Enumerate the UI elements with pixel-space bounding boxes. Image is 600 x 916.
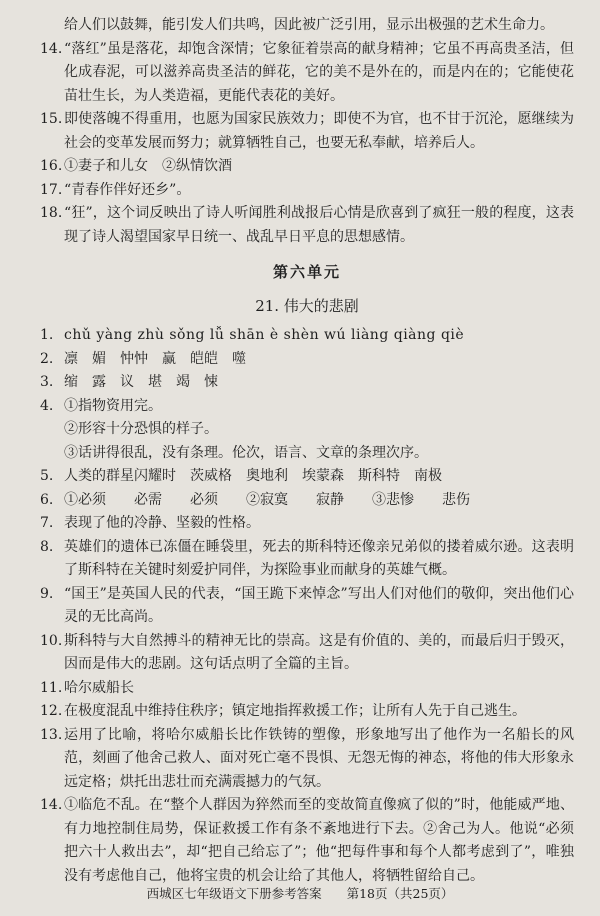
item-text: 在极度混乱中维持住秩序；镇定地指挥救援工作；让所有人先于自己逃生。 (64, 703, 526, 719)
item-number: 5. (40, 468, 54, 484)
item-text: “落红”虽是落花，却饱含深情；它象征着崇高的献身精神；它虽不再高贵圣洁，但化成春泥，可以滋养高贵圣洁的鲜花，它的美不是外在的，而是内在的；它能使花苗壮生长，为人类造福，更能代表花的美好。 (64, 40, 574, 104)
item-number: 15. (40, 111, 63, 127)
item-number: 14. (40, 40, 63, 57)
sub-answer: ②形容十分恐惧的样子。 (64, 421, 218, 437)
continued-answer: 给人们以鼓舞，能引发人们共鸣，因此被广泛引用，显示出极强的艺术生命力。 (64, 17, 554, 33)
item-number: 10. (40, 632, 63, 649)
item-text: 凛 媚 忡忡 赢 皑皑 噬 (64, 350, 246, 367)
answer-item (40, 155, 574, 179)
item-text: ①妻子和儿女 ②纵情饮酒 (64, 158, 232, 174)
item-number: 13. (40, 726, 63, 743)
item-number: 6. (40, 491, 54, 508)
item-number: 9. (40, 585, 54, 602)
item-number: 8. (40, 538, 54, 555)
answer-item (40, 489, 574, 513)
item-number: 2. (40, 350, 54, 367)
lesson-title: 21. 伟大的悲剧 (255, 296, 359, 315)
answer-item (40, 371, 574, 395)
answer-item (40, 700, 574, 724)
item-text: 即使落魄不得重用，也愿为国家民族效力；即使不为官，也不甘于沉沦，愿继续为社会的变革发展而努力；就算牺牲自己，也要无私奉献，培养后人。 (64, 111, 574, 151)
answer-item (40, 536, 574, 583)
sub-answer: ①指物资用完。 (64, 397, 162, 414)
item-number: 12. (40, 703, 63, 719)
item-number: 18. (40, 205, 63, 221)
answer-item (40, 202, 574, 249)
item-number: 11. (40, 679, 63, 696)
answer-item (40, 179, 574, 203)
item-text: 人类的群星闪耀时 茨威格 奥地利 埃蒙森 斯科特 南极 (64, 468, 442, 484)
answer-item (40, 38, 574, 109)
item-number: 1. (40, 327, 54, 343)
item-text: ①必须 必需 必须 ②寂寞 寂静 ③悲惨 悲伤 (64, 491, 470, 508)
answer-item (40, 324, 574, 348)
unit-heading: 第六单元 (272, 263, 341, 281)
answer-item (40, 630, 574, 677)
answer-item (40, 794, 574, 888)
answer-item (40, 583, 574, 630)
item-text: 表现了他的冷静、坚毅的性格。 (64, 515, 260, 531)
item-text: ①临危不乱。在“整个人群因为猝然而至的变故简直像疯了似的”时，他能威严地、有力地控制住局势，保证救援工作有条不紊地进行下去。②舍己为人。他说“必须把六十人救出去”，却“把自己给忘了”；他“把每件事和每个人都考虑到了”，唯独没有考虑他自己，他将宝贵的机会让给了其他人，将牺牲留给自己。 (64, 797, 574, 884)
answer-item (40, 348, 574, 372)
item-text: 运用了比喻，将哈尔威船长比作铁铸的塑像，形象地写出了他作为一名船长的风范，刻画了他舍己救人、面对死亡毫不畏惧、无怨无悔的神态，将他的伟大形象永远定格；烘托出悲壮而充满震撼力的气氛。 (64, 726, 574, 790)
answer-item (40, 512, 574, 536)
item-text-group (64, 395, 574, 466)
item-text: “青春作伴好还乡”。 (64, 181, 191, 198)
pinyin-answer: chǔ yàng zhù sǒng lǚ shān è shèn wú liàng qiàng qiè (64, 327, 465, 343)
item-text: “狂”，这个词反映出了诗人听闻胜利战报后心情是欣喜到了疯狂一般的程度，这表现了诗人渴望国家早日统一、战乱早日平息的思想感情。 (64, 205, 574, 245)
page-footer: 西城区七年级语文下册参考答案 第18页（共25页） (146, 886, 454, 901)
answer-item (40, 724, 574, 795)
sub-answer: ③话讲得很乱，没有条理。伦次，语言、文章的条理次序。 (64, 444, 428, 461)
item-number: 3. (40, 374, 54, 390)
item-text: 斯科特与大自然搏斗的精神无比的崇高。这是有价值的、美的，而最后归于毁灭，因而是伟大的悲剧。这句话点明了全篇的主旨。 (64, 632, 574, 672)
item-text: 缩 露 议 堪 竭 悚 (64, 374, 218, 390)
item-text: “国王”是英国人民的代表，“国王跪下来悼念”写出人们对他们的敬仰，突出他们心灵的无比高尚。 (64, 585, 574, 625)
item-number: 14. (40, 797, 63, 813)
item-text: 哈尔威船长 (64, 679, 134, 696)
answer-item (40, 677, 574, 701)
answer-item (40, 395, 574, 466)
item-number: 4. (40, 397, 54, 414)
item-number: 17. (40, 181, 63, 198)
item-number: 16. (40, 158, 63, 174)
answer-item (40, 465, 574, 489)
item-number: 7. (40, 515, 54, 531)
answer-item (40, 108, 574, 155)
item-text: 英雄们的遗体已冻僵在睡袋里，死去的斯科特还像亲兄弟似的搂着威尔逊。这表明了斯科特在关键时刻爱护同伴，为探险事业而献身的英雄气概。 (64, 538, 574, 578)
